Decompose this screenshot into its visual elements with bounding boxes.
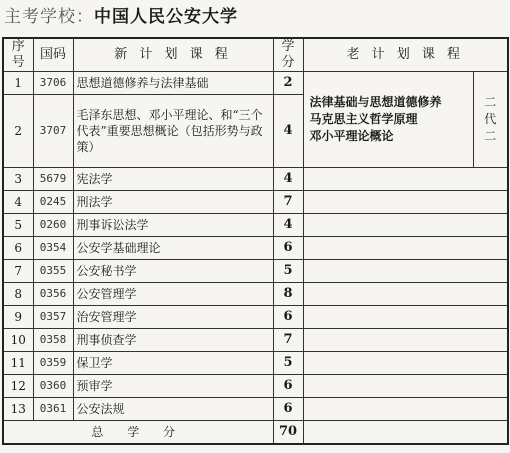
course-name-cell: 刑事侦查学 (73, 329, 273, 352)
code-cell: 0361 (33, 398, 73, 421)
credit-cell: 7 (273, 329, 303, 352)
course-name-cell: 预审学 (73, 375, 273, 398)
table-row (3, 306, 508, 329)
credit-cell: 6 (273, 237, 303, 260)
table-row (3, 283, 508, 306)
seq-cell: 1 (3, 72, 33, 95)
credit-cell: 4 (273, 168, 303, 191)
page-header (4, 4, 238, 30)
col-credits: 学分 (273, 38, 303, 72)
course-name-cell: 保卫学 (73, 352, 273, 375)
seq-cell: 13 (3, 398, 33, 421)
old-course-empty (303, 421, 508, 445)
old-course-empty (303, 306, 508, 329)
old-course-empty (303, 214, 508, 237)
course-name-cell: 公安管理学 (73, 283, 273, 306)
table-row (3, 260, 508, 283)
old-course-line: 马克思主义哲学原理 (309, 112, 418, 126)
code-cell: 0260 (33, 214, 73, 237)
col-code: 国码 (33, 38, 73, 72)
course-name-cell: 公安秘书学 (73, 260, 273, 283)
old-course-empty (303, 375, 508, 398)
table-row (3, 375, 508, 398)
header-label: 主考学校： (4, 7, 94, 27)
credit-cell: 8 (273, 283, 303, 306)
old-course-empty (303, 260, 508, 283)
seq-cell: 5 (3, 214, 33, 237)
total-row (3, 421, 508, 445)
seq-cell: 9 (3, 306, 33, 329)
table-row (3, 191, 508, 214)
credit-cell: 4 (273, 95, 303, 168)
seq-cell: 8 (3, 283, 33, 306)
old-course-empty (303, 168, 508, 191)
seq-cell: 12 (3, 375, 33, 398)
seq-cell: 2 (3, 95, 33, 168)
course-name-cell: 宪法学 (73, 168, 273, 191)
credit-cell: 7 (273, 191, 303, 214)
old-course-line: 邓小平理论概论 (309, 129, 394, 143)
seq-cell: 6 (3, 237, 33, 260)
code-cell: 0354 (33, 237, 73, 260)
old-course-empty (303, 191, 508, 214)
col-old-course: 老 计 划 课 程 (303, 38, 508, 72)
course-name-cell: 治安管理学 (73, 306, 273, 329)
old-course-line: 法律基础与思想道德修养 (309, 95, 442, 109)
credit-cell: 5 (273, 260, 303, 283)
course-table (2, 37, 509, 445)
old-course-empty (303, 398, 508, 421)
table-row (3, 352, 508, 375)
table-row (3, 329, 508, 352)
table-row (3, 72, 508, 95)
code-cell: 0360 (33, 375, 73, 398)
seq-cell: 4 (3, 191, 33, 214)
table-row (3, 398, 508, 421)
code-cell: 5679 (33, 168, 73, 191)
code-cell: 0358 (33, 329, 73, 352)
old-course-empty (303, 352, 508, 375)
credit-cell: 6 (273, 306, 303, 329)
credit-cell: 2 (273, 72, 303, 95)
table-header-row (3, 38, 508, 72)
col-seq: 序号 (3, 38, 33, 72)
code-cell: 3706 (33, 72, 73, 95)
seq-cell: 3 (3, 168, 33, 191)
school-name: 中国人民公安大学 (94, 7, 238, 27)
old-course-empty (303, 329, 508, 352)
old-course-empty (303, 237, 508, 260)
course-name-cell: 公安学基础理论 (73, 237, 273, 260)
old-course-cell (303, 72, 473, 168)
course-name-cell: 刑事诉讼法学 (73, 214, 273, 237)
total-value: 70 (273, 421, 303, 445)
course-name-cell: 思想道德修养与法律基础 (73, 72, 273, 95)
code-cell: 3707 (33, 95, 73, 168)
credit-cell: 4 (273, 214, 303, 237)
credit-cell: 6 (273, 375, 303, 398)
credit-cell: 5 (273, 352, 303, 375)
table-row (3, 237, 508, 260)
seq-cell: 7 (3, 260, 33, 283)
col-new-course: 新 计 划 课 程 (73, 38, 273, 72)
seq-cell: 11 (3, 352, 33, 375)
total-label: 总 学 分 (3, 421, 273, 445)
course-name-cell: 公安法规 (73, 398, 273, 421)
course-name-cell: 毛泽东思想、邓小平理论、和“三个代表”重要思想概论（包括形势与政策） (73, 95, 273, 168)
old-course-note: 二 代 二 (473, 72, 508, 168)
code-cell: 0245 (33, 191, 73, 214)
credit-cell: 6 (273, 398, 303, 421)
code-cell: 0359 (33, 352, 73, 375)
table-row (3, 168, 508, 191)
code-cell: 0357 (33, 306, 73, 329)
table-row (3, 214, 508, 237)
code-cell: 0356 (33, 283, 73, 306)
code-cell: 0355 (33, 260, 73, 283)
seq-cell: 10 (3, 329, 33, 352)
old-course-empty (303, 283, 508, 306)
course-name-cell: 刑法学 (73, 191, 273, 214)
